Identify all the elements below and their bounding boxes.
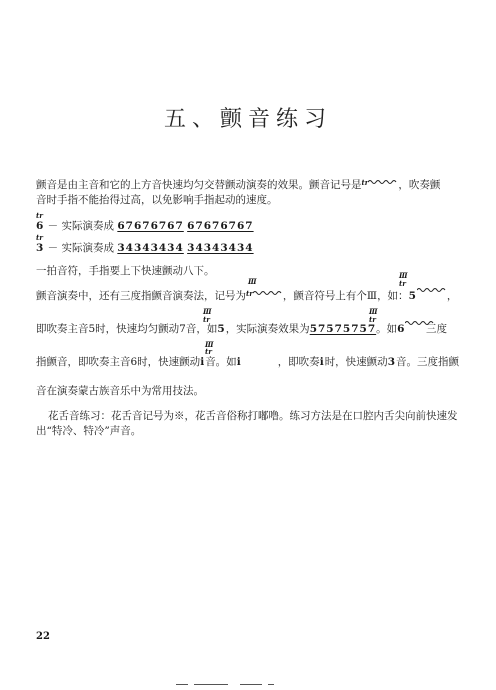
paragraph-2-line-1 bbox=[36, 289, 457, 304]
example-5b-roman: Ⅲ bbox=[203, 307, 212, 316]
example-5b-tr: tr bbox=[203, 315, 210, 324]
example-5-roman: Ⅲ bbox=[399, 271, 408, 280]
note-high-1-c: i bbox=[319, 356, 325, 368]
bottom-scan-mark bbox=[194, 684, 228, 685]
paragraph-1-line-2: 音时手指不能抬得过高，以免影响手指起动的速度。 bbox=[36, 194, 278, 206]
section-title: 五、颤音练习 bbox=[163, 107, 332, 132]
example-2-label: － 实际演奏成 bbox=[47, 242, 114, 254]
paragraph-2-text-e: 即吹奏主音5时，快速均匀颤动7音，如 bbox=[36, 323, 218, 335]
example-6-roman: Ⅲ bbox=[369, 307, 378, 316]
paragraph-2-text-k: ，即吹奏 bbox=[277, 356, 320, 368]
bottom-scan-mark bbox=[268, 684, 274, 685]
paragraph-3-line-2: 出“特冷、特冷”声音。 bbox=[36, 425, 142, 437]
example-1-group-b: 67676767 bbox=[187, 220, 254, 232]
example-5-tr: tr bbox=[399, 279, 406, 288]
example-6-tr: tr bbox=[369, 315, 376, 324]
bottom-scan-mark bbox=[176, 684, 188, 685]
example-1-note: 6 bbox=[36, 220, 45, 232]
example-1-group-a: 67676767 bbox=[117, 220, 184, 232]
paragraph-2-text-h: 三度 bbox=[426, 323, 447, 335]
third-trill-symbol: tr bbox=[246, 286, 283, 301]
trill-symbol: tr bbox=[362, 175, 399, 190]
example-row-2 bbox=[36, 241, 254, 255]
beat-instruction: 一拍音符，手指要上下快速颤动八下。 bbox=[36, 265, 215, 277]
paragraph-2-text-j: 音。如 bbox=[205, 356, 237, 368]
trill-mark-2: tr bbox=[36, 233, 43, 242]
paragraph-1-text-a: 颤音是由主音和它的上方音快速均匀交替颤动演奏的效果。颤音记号是 bbox=[36, 179, 362, 191]
paragraph-1-line-1 bbox=[36, 178, 440, 193]
bottom-scan-mark bbox=[240, 684, 262, 685]
example-row-1 bbox=[36, 219, 254, 233]
paragraph-2-line-2 bbox=[36, 322, 435, 336]
paragraph-2-line-3 bbox=[36, 355, 459, 369]
paragraph-2-text-g: 。如 bbox=[376, 323, 398, 335]
example-1-roman: Ⅲ bbox=[205, 340, 214, 349]
example-2-note: 3 bbox=[36, 242, 45, 254]
paragraph-2-text-a: 颤音演奏中，还有三度指颤音演奏法，记号为 bbox=[36, 290, 246, 302]
note-high-3: 3 bbox=[387, 356, 396, 368]
note-high-1-b: i bbox=[236, 356, 242, 368]
roman-three: Ⅲ bbox=[366, 290, 378, 302]
example-1-label: － 实际演奏成 bbox=[47, 220, 114, 232]
paragraph-2-text-c: ，如： bbox=[377, 290, 409, 302]
paragraph-2-text-l: 时，快速颤动 bbox=[324, 356, 388, 368]
example-2-group-a: 34343434 bbox=[117, 242, 184, 254]
paragraph-3-line-1: 花舌音练习：花舌音记号为※，花舌音俗称打嘟噜。练习方法是在口腔内舌尖向前快速发 bbox=[48, 410, 458, 422]
note-6: 6 bbox=[397, 323, 406, 335]
paragraph-2-text-m: 音。三度指颤 bbox=[396, 356, 459, 368]
paragraph-2-text-f: ，实际演奏效果为 bbox=[225, 323, 310, 335]
paragraph-2-text-d: ， bbox=[446, 290, 458, 302]
third-trill-sequence: 57575757 bbox=[309, 323, 377, 335]
note-high-1: i bbox=[200, 356, 206, 368]
page-number: 22 bbox=[36, 631, 50, 642]
example-2-group-b: 34343434 bbox=[187, 242, 254, 254]
trill-mark-1: tr bbox=[36, 211, 43, 220]
paragraph-1-text-b: ，吹奏颤 bbox=[398, 179, 441, 191]
paragraph-2-text-i: 指颤音，即吹奏主音6时，快速颤动 bbox=[36, 356, 201, 368]
trill-wave bbox=[417, 287, 447, 293]
note-5-b: 5 bbox=[217, 323, 226, 335]
paragraph-2-text-b: ，颤音符号上有个 bbox=[282, 290, 367, 302]
paragraph-2-line-4: 音在演奏蒙古族音乐中为常用技法。 bbox=[36, 385, 204, 397]
example-1-tr: tr bbox=[205, 347, 212, 356]
third-trill-mark-roman: Ⅲ bbox=[248, 277, 257, 286]
note-5: 5 bbox=[408, 290, 417, 302]
